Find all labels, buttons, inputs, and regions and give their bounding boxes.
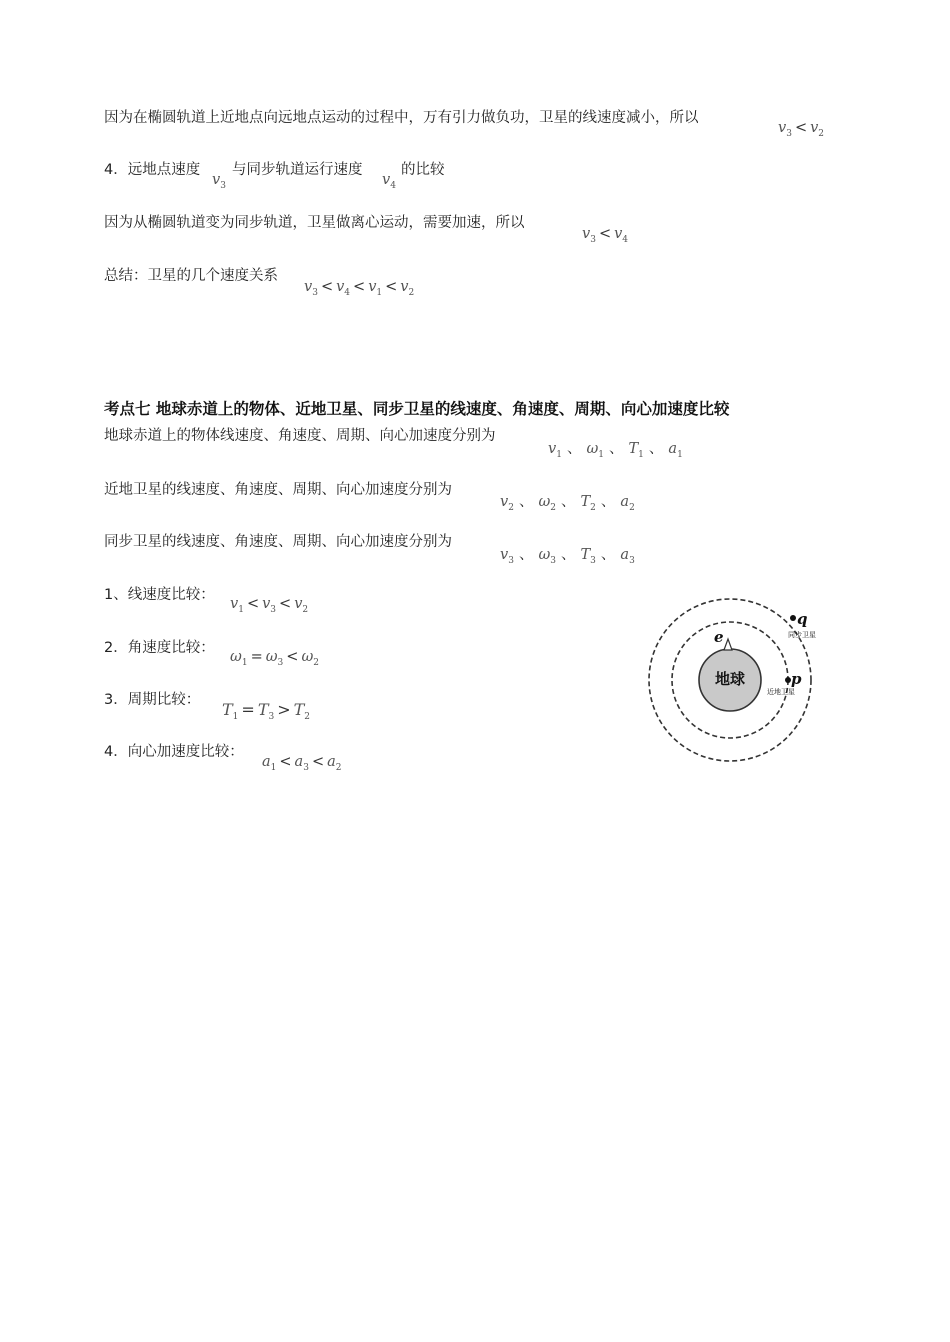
text-sync-satellite: 同步卫星的线速度、角速度、周期、向心加速度分别为 — [104, 534, 452, 550]
label-p: p — [791, 670, 802, 688]
formula-set-2: $v_2$ 、 $\omega_2$ 、 $T_2$ 、 $a_2$ — [500, 494, 635, 513]
text-line-2a: 4．远地点速度 — [104, 162, 201, 178]
equator-object-marker — [724, 639, 732, 650]
formula-v3-lt-v2: $v_3 < v_2$ — [778, 120, 825, 139]
earth-label: 地球 — [714, 670, 746, 688]
text-line-4: 总结：卫星的几个速度关系 — [104, 268, 278, 284]
formula-set-3: $v_3$ 、 $\omega_3$ 、 $T_3$ 、 $a_3$ — [500, 547, 635, 566]
label-q: q — [797, 610, 808, 628]
text-equator-object: 地球赤道上的物体线速度、角速度、周期、向心加速度分别为 — [104, 428, 496, 444]
formula-compare-a: $a_1 < a_3 < a_2$ — [262, 754, 342, 773]
text-compare-4: 4．向心加速度比较： — [104, 744, 244, 760]
text-compare-3: 3．周期比较： — [104, 692, 201, 708]
formula-compare-omega: $\omega_1 = \omega_3 < \omega_2$ — [230, 649, 319, 668]
formula-v3: $v_3$ — [212, 172, 226, 191]
formula-compare-T: $T_1 = T_3 > T_2$ — [222, 700, 311, 723]
formula-set-1: $v_1$ 、 $\omega_1$ 、 $T_1$ 、 $a_1$ — [548, 441, 683, 460]
text-compare-1: 1、线速度比较： — [104, 587, 215, 603]
text-line-2c: 的比较 — [401, 162, 445, 178]
text-line-1: 因为在椭圆轨道上近地点向远地点运动的过程中，万有引力做负功，卫星的线速度减小，所以 — [104, 110, 699, 126]
label-e: e — [714, 628, 724, 646]
formula-v3-lt-v4: $v_3 < v_4$ — [582, 226, 629, 245]
formula-summary: $v_3 < v_4 < v_1 < v_2$ — [304, 279, 415, 298]
sync-satellite-label: 同步卫星 — [788, 631, 816, 639]
formula-v4: $v_4$ — [382, 172, 396, 191]
text-line-2b: 与同步轨道运行速度 — [232, 162, 363, 178]
section-heading: 考点七 地球赤道上的物体、近地卫星、同步卫星的线速度、角速度、周期、向心加速度比较 — [104, 400, 730, 418]
formula-compare-v: $v_1 < v_3 < v_2$ — [230, 596, 309, 615]
near-satellite-label: 近地卫星 — [767, 688, 795, 696]
sync-satellite-dot — [790, 615, 796, 621]
text-compare-2: 2．角速度比较： — [104, 640, 215, 656]
orbit-diagram — [640, 596, 840, 772]
text-near-satellite: 近地卫星的线速度、角速度、周期、向心加速度分别为 — [104, 482, 452, 498]
text-line-3: 因为从椭圆轨道变为同步轨道，卫星做离心运动，需要加速，所以 — [104, 215, 525, 231]
